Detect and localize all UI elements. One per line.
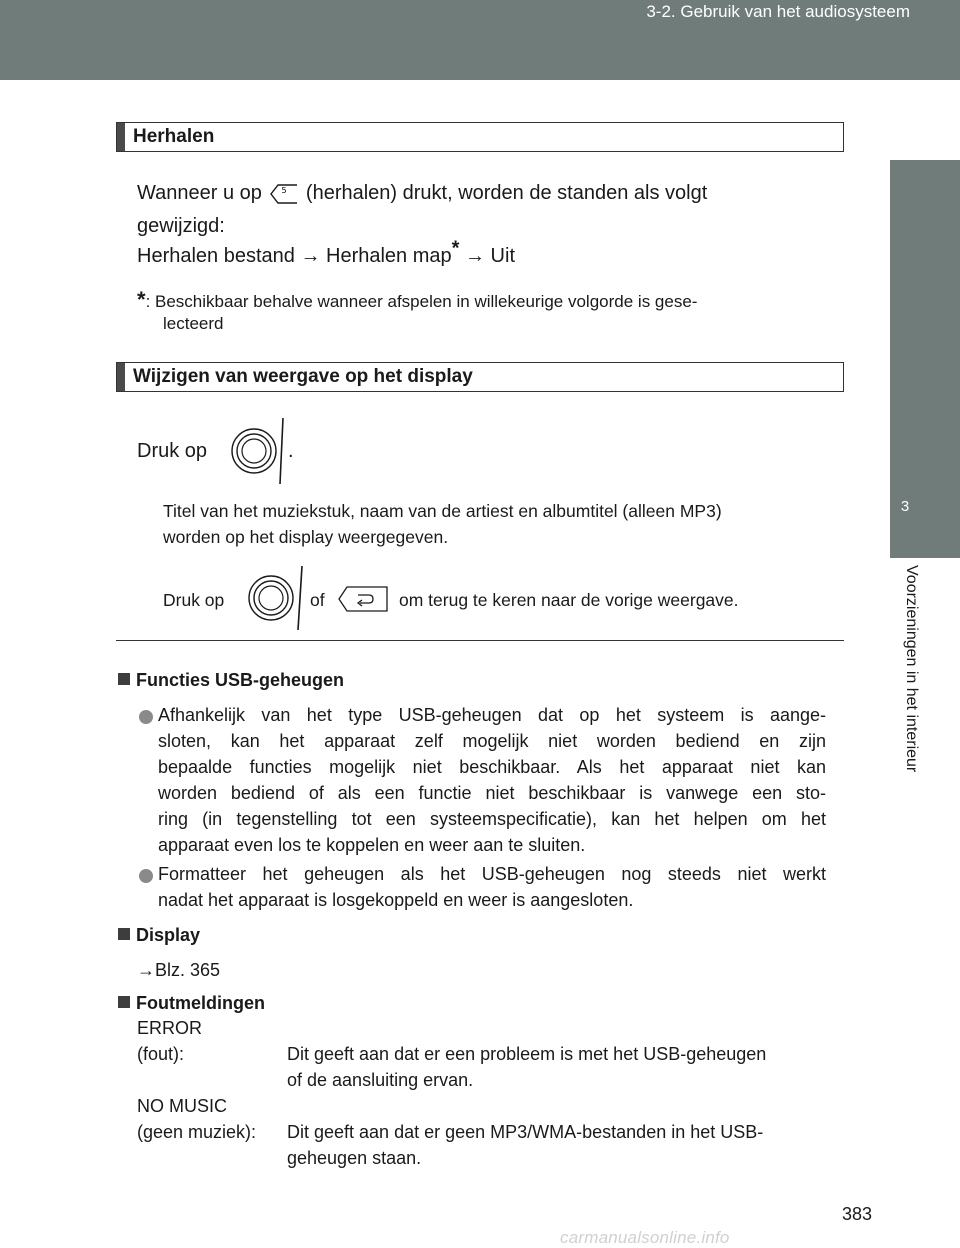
section-breadcrumb: 3-2. Gebruik van het audiosysteem [646, 2, 910, 21]
heading-bar [117, 123, 125, 151]
display-page-ref: →Blz. 365 [137, 960, 221, 980]
text-fragment: Wanneer u op [137, 182, 262, 204]
back-key-icon [338, 586, 388, 617]
section-heading-herhalen [116, 122, 844, 152]
heading-text: Display [136, 925, 201, 945]
herhalen-modes [137, 237, 515, 273]
error-label-2: (geen muziek): [137, 1122, 257, 1142]
text-fragment: Herhalen bestand → Herhalen map [137, 245, 452, 267]
text-line: Afhankelijk van het type USB-geheugen dat op het systeem is aange- [158, 705, 826, 725]
note-heading-usb [118, 667, 344, 693]
herhalen-line1 [137, 177, 842, 210]
text-line: nadat het apparaat is losgekoppeld en weer is aangesloten. [158, 890, 634, 910]
error-label-1: (fout): [137, 1044, 185, 1064]
display-info-line1: Titel van het muziekstuk, naam van de artiest en albumtitel (alleen MP3) [163, 501, 722, 521]
back-text-a: Druk op [163, 590, 225, 610]
display-info-line2: worden op het display weergegeven. [163, 527, 449, 547]
square-bullet-icon [118, 996, 130, 1008]
error-desc-2a: Dit geeft aan dat er geen MP3/WMA-bestanden in het USB- [287, 1122, 764, 1142]
herhalen-footnote [137, 288, 842, 314]
text-fragment: (herhalen) drukt, worden de standen als volgt [305, 182, 708, 204]
heading-text: Functies USB-geheugen [136, 670, 345, 690]
repeat-key-icon [270, 183, 298, 205]
press-text-b: . [288, 440, 294, 462]
error-desc-1a: Dit geeft aan dat er een probleem is met het USB-geheugen [287, 1044, 767, 1064]
usb-bullet-2 [158, 861, 826, 913]
bullet-dot-icon [139, 710, 153, 724]
error-code-2: NO MUSIC [137, 1096, 227, 1116]
section-divider [116, 640, 844, 641]
back-text-b: of [310, 590, 325, 610]
herhalen-footnote-cont: lecteerd [163, 314, 224, 333]
section-title: Wijzigen van weergave op het display [133, 366, 473, 387]
text-line: Formatteer het geheugen als het USB-geheugen nog steeds niet werkt [158, 864, 826, 884]
back-text-c: om terug te keren naar de vorige weergave. [399, 590, 739, 610]
error-code-1: ERROR [137, 1018, 203, 1038]
watermark: carmanualsonline.info [560, 1228, 730, 1247]
chapter-number: 3 [900, 498, 910, 515]
text-line: ring (in tegenstelling tot een systeemspecificatie), kan het helpen om het [158, 809, 826, 829]
note-heading-errors [118, 990, 265, 1016]
text-line: bepaalde functies mogelijk niet beschikbaar. Als het apparaat niet kan [158, 757, 826, 777]
chapter-label: Voorzieningen in het interieur [903, 565, 920, 773]
bullet-dot-icon [139, 869, 153, 883]
footnote-marker: * [137, 287, 146, 312]
display-knob-icon [228, 418, 288, 489]
error-desc-1b: of de aansluiting ervan. [287, 1070, 474, 1090]
note-heading-display [118, 922, 200, 948]
usb-bullet-1 [158, 702, 826, 858]
text-fragment: → Uit [459, 245, 515, 267]
heading-text: Foutmeldingen [136, 993, 265, 1013]
section-title: Herhalen [133, 126, 215, 147]
herhalen-line2: gewijzigd: [137, 215, 225, 237]
heading-bar [117, 363, 125, 391]
press-text-a: Druk op [137, 440, 208, 462]
text-fragment: : Beschikbaar behalve wanneer afspelen in willekeurige volgorde is gese- [145, 292, 698, 311]
square-bullet-icon [118, 928, 130, 940]
text-line: worden bediend of als een functie niet beschikbaar is vanwege een sto- [158, 783, 826, 803]
section-heading-weergave [116, 362, 844, 392]
page-number: 383 [842, 1204, 873, 1224]
footnote-marker: * [451, 237, 460, 260]
error-desc-2b: geheugen staan. [287, 1148, 422, 1168]
display-knob-icon [245, 566, 307, 635]
square-bullet-icon [118, 673, 130, 685]
text-line: apparaat even los te koppelen en weer aan te sluiten. [158, 835, 586, 855]
key-number: 5 [281, 185, 287, 195]
text-line: sloten, kan het apparaat zelf mogelijk niet worden bediend en zijn [158, 731, 826, 751]
